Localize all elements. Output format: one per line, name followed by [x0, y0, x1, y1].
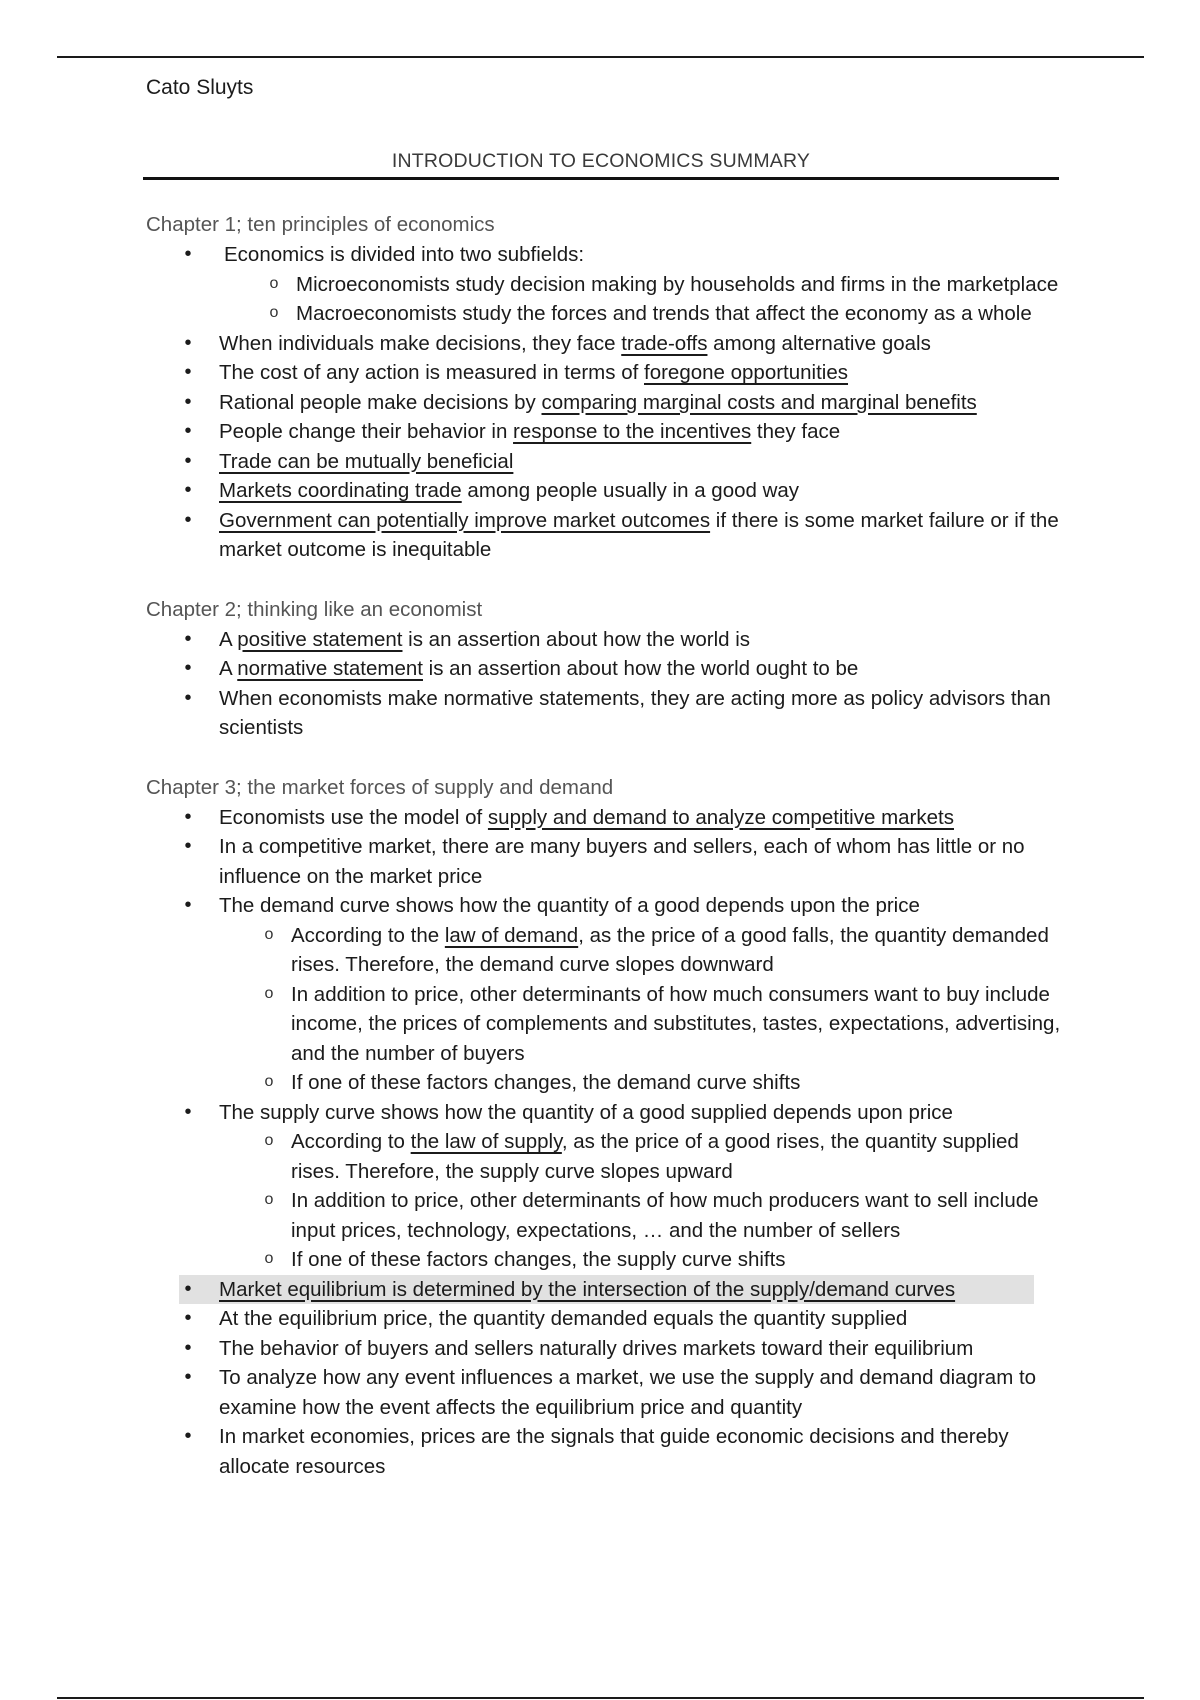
chapter-heading: Chapter 3; the market forces of supply and demand: [146, 775, 614, 799]
text-run: if there is some market failure or if the market outcome is inequitable: [219, 508, 1059, 561]
sub-bullet-icon: o: [264, 1250, 274, 1267]
sub-bullet-icon: o: [264, 984, 274, 1002]
list-item-text: [219, 835, 1025, 888]
section-spacer: [146, 743, 1066, 773]
list-item: [146, 1334, 1066, 1364]
sub-list-item: [224, 270, 1066, 300]
bullet-icon: •: [184, 686, 192, 709]
sub-list-item: [219, 921, 1066, 980]
list-item-text: [219, 1366, 1036, 1419]
underlined-text: law of demand: [444, 923, 579, 947]
bullet-list: [146, 803, 1066, 1482]
bullet-icon: •: [184, 894, 192, 916]
list-item-text: [219, 1307, 907, 1330]
chapter-heading: Chapter 1; ten principles of economics: [146, 213, 495, 236]
sub-list-item-text: [296, 273, 1058, 296]
text-run: Microeconomists study decision making by households and firms in the marketplace: [296, 272, 1059, 296]
underlined-text: Trade can be mutually beneficial: [219, 449, 514, 473]
list-item: [146, 1422, 1066, 1481]
underlined-text: positive statement: [237, 627, 403, 651]
summary-content: [146, 210, 1066, 1481]
sub-list-item: [219, 1186, 1066, 1245]
bullet-icon: •: [184, 1307, 192, 1329]
bullet-icon: •: [184, 1425, 192, 1447]
bottom-rule: [57, 1697, 1144, 1699]
sub-list-item-text: [291, 983, 1060, 1065]
sub-list-item-text: [291, 1189, 1039, 1242]
bullet-icon: •: [184, 331, 192, 354]
bullet-list: [146, 625, 1066, 743]
chapter-list: [146, 210, 1066, 1481]
bullet-icon: •: [184, 1100, 192, 1123]
sub-list-item: [224, 299, 1066, 329]
underlined-text: normative statement: [237, 657, 423, 680]
section-spacer: [146, 565, 1066, 595]
text-run: among people usually in a good way: [461, 479, 800, 502]
title-underline: [143, 177, 1059, 180]
bullet-icon: •: [184, 1366, 192, 1388]
list-item-text: [219, 1425, 1009, 1478]
list-item: [146, 1098, 1066, 1275]
sub-bullet-icon: o: [264, 925, 274, 943]
text-run: If one of these factors changes, the demand curve shifts: [291, 1071, 801, 1094]
sub-bullet-icon: o: [264, 1132, 274, 1149]
bullet-icon: •: [184, 508, 192, 531]
sub-list-item-text: [291, 1130, 1019, 1183]
text-run: they face: [751, 420, 841, 443]
list-item-text: [219, 1101, 953, 1124]
list-item-text: [219, 450, 513, 473]
list-item-text: [219, 1278, 955, 1301]
list-item: [146, 684, 1066, 743]
text-run: among alternative goals: [707, 331, 931, 355]
underlined-text: supply and demand to analyze competitive markets: [487, 805, 954, 829]
sub-list-item-text: [291, 1071, 800, 1094]
text-run: In market economies, prices are the signals that guide economic decisions and thereby allocate resources: [219, 1425, 1009, 1478]
sub-list-item: [219, 1245, 1066, 1275]
list-item: [146, 476, 1066, 506]
bullet-icon: •: [184, 657, 192, 679]
underlined-text: trade-offs: [621, 331, 708, 355]
list-item-text: [219, 391, 977, 414]
list-item: [146, 654, 1066, 684]
list-item-text: [219, 687, 1051, 740]
bullet-icon: •: [184, 1277, 192, 1300]
list-item: [146, 832, 1066, 891]
bullet-icon: •: [184, 449, 192, 472]
sub-list-item-text: [291, 1248, 786, 1271]
text-run: , as the price of a good falls, the quantity demanded rises. Therefore, the demand curve slopes downward: [291, 923, 1049, 976]
list-item: [146, 388, 1066, 418]
bullet-icon: •: [184, 805, 192, 828]
list-item-text: [219, 1337, 973, 1360]
text-run: People change their behavior in: [219, 420, 514, 443]
bullet-icon: •: [184, 1336, 192, 1359]
underlined-text: response to the incentives: [513, 420, 752, 443]
list-item: [146, 1363, 1066, 1422]
list-item-text: [219, 806, 954, 829]
bullet-icon: •: [184, 390, 192, 413]
sub-list-item: [219, 1127, 1066, 1186]
bullet-list: [146, 240, 1066, 565]
text-run: Economists use the model of: [219, 805, 488, 829]
list-item: [146, 891, 1066, 1098]
bullet-icon: •: [184, 479, 192, 501]
text-run: When economists make normative statements, they are acting more as policy advisors than scientists: [219, 686, 1051, 739]
text-run: The behavior of buyers and sellers naturally drives markets toward their equilibrium: [219, 1336, 974, 1360]
text-run: A: [219, 627, 238, 651]
list-item: [146, 803, 1066, 833]
text-run: The demand curve shows how the quantity of a good depends upon the price: [219, 894, 920, 917]
text-run: At the equilibrium price, the quantity demanded equals the quantity supplied: [219, 1307, 908, 1330]
text-run: is an assertion about how the world ought to be: [422, 657, 859, 680]
text-run: A: [219, 657, 238, 680]
sub-bullet-list: [219, 921, 1066, 1098]
document-title: INTRODUCTION TO ECONOMICS SUMMARY: [391, 150, 811, 172]
underlined-text: foregone opportunities: [644, 361, 849, 384]
text-run: Rational people make decisions by: [219, 390, 542, 414]
list-item-text: [219, 628, 750, 651]
list-item-text: [219, 420, 840, 443]
list-item: [146, 358, 1066, 388]
sub-bullet-list: [224, 270, 1066, 329]
bullet-icon: •: [184, 420, 192, 442]
underlined-text: comparing marginal costs and marginal benefits: [541, 390, 977, 414]
top-rule: [57, 56, 1144, 58]
sub-bullet-icon: o: [264, 1191, 274, 1208]
sub-bullet-icon: o: [264, 1073, 274, 1090]
sub-list-item: [219, 980, 1066, 1069]
list-item: [146, 625, 1066, 655]
list-item: [146, 1304, 1066, 1334]
text-run: If one of these factors changes, the supply curve shifts: [291, 1248, 786, 1271]
list-item: [146, 417, 1066, 447]
list-item-text: [219, 509, 1059, 562]
author-name: Cato Sluyts: [146, 76, 254, 99]
list-item: [146, 329, 1066, 359]
bullet-icon: •: [184, 627, 192, 650]
text-run: Macroeconomists study the forces and trends that affect the economy as a whole: [296, 302, 1032, 325]
list-item: [146, 506, 1066, 565]
text-run: The cost of any action is measured in terms of: [219, 361, 644, 384]
bullet-icon: •: [184, 835, 192, 857]
list-item-text: [219, 332, 931, 355]
underlined-text: Markets coordinating trade: [219, 479, 462, 502]
text-run: In addition to price, other determinants of how much producers want to sell include input prices, technology, expectations, … and the number of sellers: [291, 1189, 1039, 1242]
text-run: In addition to price, other determinants of how much consumers want to buy include income, the prices of complements and substitutes, tastes, expectations, advertising, and the number of buyers: [291, 982, 1061, 1065]
list-item-text: [219, 657, 858, 680]
sub-bullet-icon: o: [269, 304, 279, 321]
underlined-text: Market equilibrium is determined by the intersection of the supply/demand curves: [219, 1277, 956, 1301]
chapter-heading: Chapter 2; thinking like an economist: [146, 597, 483, 621]
underlined-text: the law of supply: [410, 1130, 562, 1153]
bullet-icon: •: [184, 361, 192, 383]
text-run: is an assertion about how the world is: [402, 627, 751, 651]
sub-list-item-text: [291, 924, 1049, 977]
list-item-text: [219, 894, 920, 917]
text-run: In a competitive market, there are many buyers and sellers, each of whom has little or no influence on the market price: [219, 835, 1025, 888]
text-run: When individuals make decisions, they face: [219, 331, 622, 355]
sub-bullet-list: [219, 1127, 1066, 1275]
list-item: [146, 240, 1066, 329]
underlined-text: Government can potentially improve market outcomes: [219, 508, 711, 532]
sub-bullet-icon: o: [269, 274, 279, 292]
bullet-icon: •: [184, 243, 192, 265]
sub-list-item: [219, 1068, 1066, 1098]
list-item-text: [224, 243, 584, 266]
list-item-text: [219, 361, 848, 384]
sub-list-item-text: [296, 302, 1032, 325]
list-item: [146, 447, 1066, 477]
text-run: To analyze how any event influences a market, we use the supply and demand diagram to examine how the event affects the equilibrium price and quantity: [219, 1366, 1037, 1419]
text-run: , as the price of a good rises, the quantity supplied rises. Therefore, the supply curve slopes upward: [291, 1130, 1019, 1183]
highlighted-list-item: [179, 1275, 1034, 1305]
text-run: The supply curve shows how the quantity of a good supplied depends upon price: [219, 1100, 953, 1124]
text-run: Economics is divided into two subfields:: [224, 243, 585, 266]
text-run: According to the: [291, 923, 445, 947]
list-item-text: [219, 479, 799, 502]
text-run: According to: [291, 1130, 411, 1153]
